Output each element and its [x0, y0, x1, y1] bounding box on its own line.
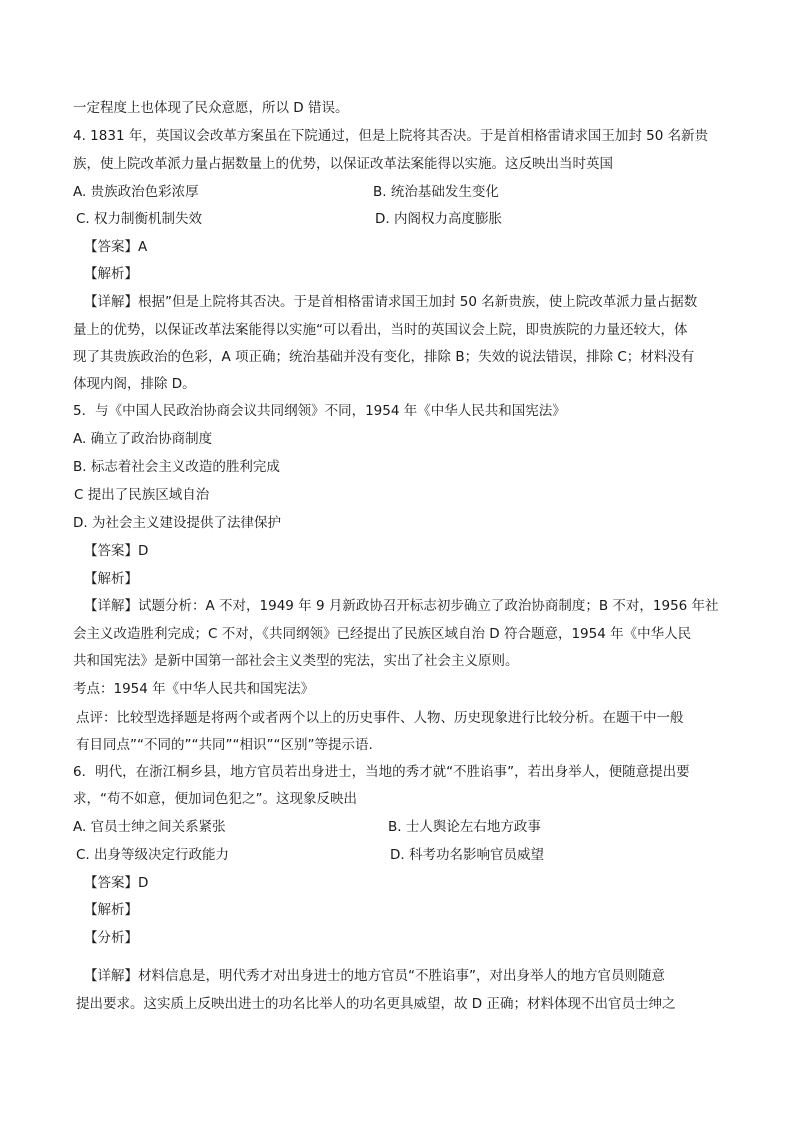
q6-stem-line-2: 求，“苟不如意，便加词色犯之”。这现象反映出	[73, 791, 357, 807]
q3-tail-text: 一定程度上也体现了民众意愿，所以 D 错误。	[73, 100, 349, 116]
q5-dianping-line-1: 点评：比较型选择题是将两个或者两个以上的历史事件、人物、历史现象进行比较分析。在题干中一般	[76, 710, 684, 726]
q4-answer: 【答案】A	[84, 239, 148, 255]
q4-option-a: A. 贵族政治色彩浓厚	[73, 184, 199, 200]
q6-option-d: D. 科考功名影响官员威望	[390, 847, 544, 863]
q4-analysis-label: 【解析】	[84, 266, 138, 282]
q6-detail-line-2: 提出要求。这实质上反映出进士的功名比举人的功名更具威望，故 D 正确；材料体现不出官员士绅之	[76, 996, 676, 1012]
q6-fenxi-label: 【分析】	[84, 930, 138, 946]
q4-detail-line-4: 体现内阁，排除 D。	[73, 376, 196, 392]
q4-stem-line-2: 族，使上院改革派力量占据数量上的优势，以保证改革法案能得以实施。这反映出当时英国	[73, 156, 613, 172]
q4-option-b: B. 统治基础发生变化	[373, 184, 499, 200]
q5-option-a: A. 确立了政治协商制度	[73, 431, 213, 447]
q4-detail-line-3: 现了其贵族政治的色彩，A 项正确；统治基础并没有变化，排除 B；失效的说法错误，排除 C；材料没有	[73, 349, 695, 365]
q5-detail-line-3: 共和国宪法》是新中国第一部社会主义类型的宪法，实出了社会主义原则。	[73, 653, 519, 669]
q5-answer: 【答案】D	[84, 543, 149, 559]
q5-analysis-label: 【解析】	[84, 571, 138, 587]
q5-stem: 5．与《中国人民政治协商会议共同纲领》不同，1954 年《中华人民共和国宪法》	[73, 403, 566, 419]
q5-option-d: D. 为社会主义建设提供了法律保护	[73, 515, 281, 531]
q6-stem-line-1: 6．明代，在浙江桐乡县，地方官员若出身进士，当地的秀才就“不胜谄事”，若出身举人，便随意提出要	[73, 764, 690, 780]
q4-option-c: C. 权力制衡机制失效	[76, 211, 203, 227]
q6-option-b: B. 士人舆论左右地方政事	[388, 819, 541, 835]
q5-option-b: B. 标志着社会主义改造的胜利完成	[73, 459, 280, 475]
q6-detail-line-1: 【详解】材料信息是，明代秀才对出身进士的地方官员“不胜谄事”，对出身举人的地方官员则随意	[84, 968, 665, 984]
q6-analysis-label: 【解析】	[84, 902, 138, 918]
q6-answer: 【答案】D	[84, 875, 149, 891]
q5-kaodian: 考点：1954 年《中华人民共和国宪法》	[73, 681, 315, 697]
q5-dianping-line-2: 有目同点”“不同的”“共同”“相识”“区别”等提示语.	[76, 737, 373, 753]
q4-stem-line-1: 4. 1831 年，英国议会改革方案虽在下院通过，但是上院将其否决。于是首相格雷请求国王加封 50 名新贵	[73, 128, 709, 144]
q5-detail-line-2: 会主义改造胜利完成；C 不对，《共同纲领》已经提出了民族区域自治 D 符合题意，1954 年《中华人民	[73, 626, 692, 642]
q4-option-d: D. 内阁权力高度膨胀	[375, 211, 502, 227]
q4-detail-line-1: 【详解】根据”但是上院将其否决。于是首相格雷请求国王加封 50 名新贵族，使上院改革派力量占据数	[84, 294, 698, 310]
q6-option-a: A. 官员士绅之间关系紧张	[73, 819, 226, 835]
q5-detail-line-1: 【详解】试题分析：A 不对，1949 年 9 月新政协召开标志初步确立了政治协商制度；B 不对，1956 年社	[84, 598, 719, 614]
q5-option-c: C 提出了民族区域自治	[74, 487, 210, 503]
q6-option-c: C. 出身等级决定行政能力	[76, 847, 230, 863]
q4-detail-line-2: 量上的优势，以保证改革法案能得以实施“可以看出，当时的英国议会上院，即贵族院的力量还较大，体	[73, 322, 688, 338]
